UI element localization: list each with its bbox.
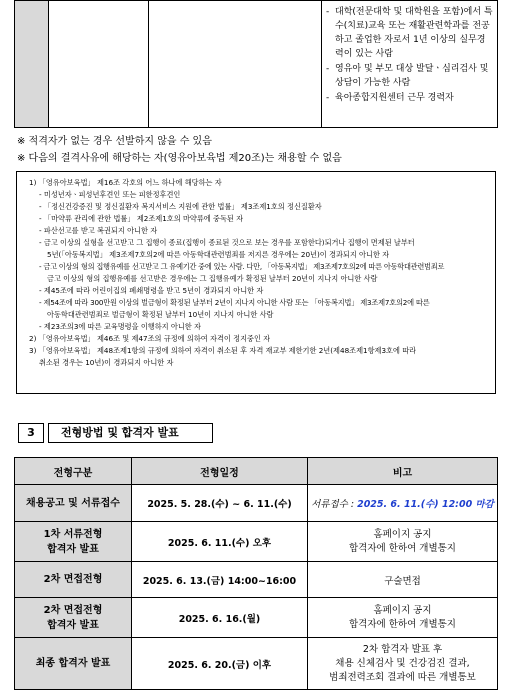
qualification-empty-cell <box>149 1 322 128</box>
section-number: 3 <box>18 423 44 443</box>
table-row <box>15 522 498 562</box>
qualification-empty-cell <box>49 1 149 128</box>
table-row <box>15 638 498 690</box>
note-line: 홈페이지 공지 <box>373 604 432 616</box>
no-qualified-note: ※ 적격자가 없는 경우 선발하지 않을 수 있음 <box>17 136 212 147</box>
disq-item: 취소된 경우는 10년)이 경과되지 아니한 자 <box>39 358 174 367</box>
disq-item: - 제45조에 따라 어린이집의 폐쇄명령을 받고 5년이 경과되지 아니한 자 <box>39 286 264 295</box>
disq-item: 2) 「영유아보육법」 제46조 및 제47조의 규정에 의하여 자격이 정지중인 자 <box>29 334 271 343</box>
column-header: 전형일정 <box>132 458 308 485</box>
note-line: 채용 신체검사 및 건강검진 결과, <box>335 657 470 669</box>
preferred-requirements-cell <box>322 1 498 128</box>
stage-cell: 최종 합격자 발표 <box>15 638 132 690</box>
disq-item: - 금고 이상의 형의 집행유예를 선고받고 그 유예기간 중에 있는 사람. 다만, 「아동복지법」 제3조제7호의2에 따른 아동학대관련범죄로 <box>39 262 445 271</box>
disq-item: 1) 「영유아보육법」 제16조 각호의 어느 하나에 해당하는 자 <box>29 178 222 187</box>
stage-line: 2차 면접전형 <box>43 604 103 616</box>
stage-cell <box>15 598 132 638</box>
note-cell: 구술면접 <box>308 562 498 598</box>
note-cell <box>308 485 498 522</box>
section-title: 전형방법 및 합격자 발표 <box>48 423 213 443</box>
stage-cell: 채용공고 및 서류접수 <box>15 485 132 522</box>
disq-item: - 「정신건강증진 및 정신질환자 복지서비스 지원에 관한 법률」 제3조제1호의 정신질환자 <box>39 202 322 211</box>
note-cell <box>308 522 498 562</box>
schedule-table <box>14 457 498 690</box>
column-header: 전형구분 <box>15 458 132 485</box>
disq-item: - 미성년자ㆍ피성년후견인 또는 피한정후견인 <box>39 190 181 199</box>
requirement-item: - 육아종합지원센터 근무 경력자 <box>326 91 493 105</box>
column-header: 비고 <box>308 458 498 485</box>
disq-item: - 제23조의3에 따른 교육명령을 이행하지 아니한 자 <box>39 322 201 331</box>
note-line: 합격자에 한하여 개별통지 <box>349 542 456 554</box>
stage-cell: 2차 면접전형 <box>15 562 132 598</box>
note-prefix: 서류접수 : <box>311 499 358 510</box>
disqualification-intro-note: ※ 다음의 결격사유에 해당하는 자(영유아보육법 제20조)는 채용할 수 없음 <box>17 153 342 164</box>
note-cell <box>308 598 498 638</box>
table-row <box>15 485 498 522</box>
disq-item: 아동학대관련범죄로 벌금형이 확정된 날부터 10년이 지나지 아니한 사람 <box>47 310 274 319</box>
qualification-category-cell <box>15 1 49 128</box>
date-cell: 2025. 6. 16.(월) <box>132 598 308 638</box>
disq-item: - 파산선고를 받고 복권되지 아니한 자 <box>39 226 158 235</box>
disq-item: 금고 이상의 형의 집행유예를 선고받은 경우에는 그 집행유예가 확정된 날부터 20년이 지나지 아니한 사람 <box>47 274 378 283</box>
note-cell <box>308 638 498 690</box>
requirement-item: - 영유아 및 부모 대상 발달ㆍ심리검사 및 상담이 가능한 사람 <box>326 62 493 90</box>
date-cell: 2025. 6. 11.(수) 오후 <box>132 522 308 562</box>
deadline-highlight: 2025. 6. 11.(수) 12:00 마감 <box>357 499 494 510</box>
disqualification-box <box>16 171 496 394</box>
disq-item: - 금고 이상의 실형을 선고받고 그 집행이 종료(집행이 종료된 것으로 보는 경우를 포함한다)되거나 집행이 면제된 날부터 <box>39 238 415 247</box>
table-row <box>15 562 498 598</box>
date-cell: 2025. 6. 13.(금) 14:00~16:00 <box>132 562 308 598</box>
stage-line: 합격자 발표 <box>47 619 99 631</box>
note-line: 범죄전력조회 결과에 따른 개별통보 <box>329 671 476 683</box>
note-line: 홈페이지 공지 <box>373 528 432 540</box>
disq-item: - 제54조에 따라 300만원 이상의 벌금형이 확정된 날부터 2년이 지나지 아니한 사람 또는 「아동복지법」 제3조제7호의2에 따른 <box>39 298 430 307</box>
requirements-list <box>322 1 497 105</box>
date-cell: 2025. 6. 20.(금) 이후 <box>132 638 308 690</box>
disq-item: - 「마약류 관리에 관한 법률」 제2조제1호의 마약류에 중독된 자 <box>39 214 244 223</box>
disq-item: 3) 「영유아보육법」 제48조제1항의 규정에 의하여 자격이 취소된 후 자격 재교부 제한기한 2년(제48조제1항제3호에 따라 <box>29 346 417 355</box>
stage-line: 합격자 발표 <box>47 543 99 555</box>
note-line: 2차 합격자 발표 후 <box>362 643 443 655</box>
note-line: 합격자에 한하여 개별통지 <box>349 618 456 630</box>
date-cell: 2025. 5. 28.(수) ~ 6. 11.(수) <box>132 485 308 522</box>
requirement-item: - 대학(전문대학 및 대학원을 포함)에서 특수(치료)교육 또는 재활관련학과를 전공하고 졸업한 자로서 1년 이상의 실무경력이 있는 사람 <box>326 5 493 61</box>
schedule-header-row <box>15 458 498 485</box>
table-row <box>15 598 498 638</box>
stage-cell <box>15 522 132 562</box>
stage-line: 1차 서류전형 <box>43 528 103 540</box>
disq-item: 5년(「아동복지법」 제3조제7호의2에 따른 아동학대관련범죄를 저지른 경우에는 20년)이 경과되지 아니한 자 <box>47 250 390 259</box>
qualification-table <box>14 0 498 128</box>
